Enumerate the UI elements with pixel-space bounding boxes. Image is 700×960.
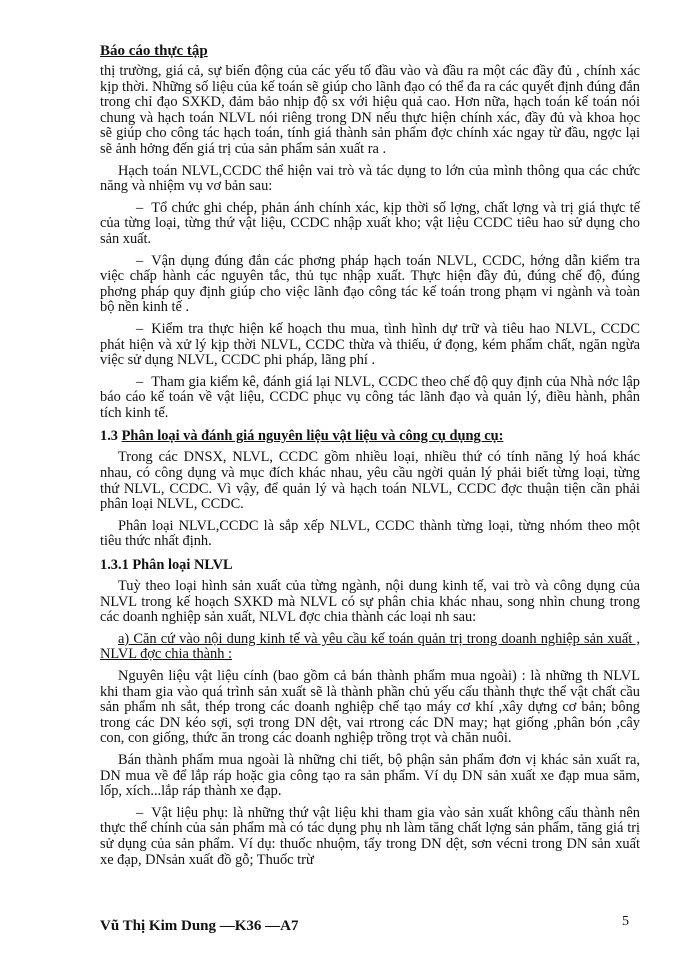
dash-bullet-icon: – bbox=[136, 199, 144, 216]
section-heading-1-3-1: 1.3.1 Phân loại NLVL bbox=[100, 557, 233, 574]
bullet-text: Vật liệu phụ: là những thứ vật liệu khi tham gia vào sản xuất không cấu thành nên thực thể chính của sản phẩm mà có tác dụng phụ nh làm tăng chất lợng sản phẩm, tăng giá trị sử dụng của sản phẩm. Ví dụ: thuốc nhuộm, tẩy trong DN dệt, sơn vécni trong DN sản xuất xe đạp, DNsản xuất đồ gỗ; Thuốc trừ bbox=[100, 804, 640, 868]
dash-bullet-icon: – bbox=[136, 804, 144, 821]
section-heading-1-3 bbox=[100, 428, 640, 444]
footer-author: Vũ Thị Kim Dung —K36 —A7 bbox=[100, 918, 299, 934]
dash-bullet-icon: – bbox=[136, 252, 144, 269]
paragraph-semi-finished: Bán thành phẩm mua ngoài là những chi tiết, bộ phận sản phẩm đơn vị khác sản xuất ra, DN mua về để lắp ráp hoặc gia công tạo ra sản phẩm. Ví dụ DN sản xuất xe đạp mua săm, lốp, xích...lắp ráp thành xe đạp. bbox=[100, 751, 640, 800]
bullet-item bbox=[100, 322, 640, 369]
dash-bullet-icon: – bbox=[136, 373, 144, 390]
section-number: 1.3 bbox=[100, 428, 118, 445]
bullet-text: Tham gia kiểm kê, đánh giá lại NLVL, CCDC theo chế độ quy định của Nhà nớc lập báo cáo kế toán về vật liệu, CCDC phục vụ công tác lãnh đạo và quản lý, điều hành, phân tích kinh tế. bbox=[100, 373, 640, 421]
page-number: 5 bbox=[622, 914, 629, 929]
subheading-a: a) Căn cứ vào nội dung kinh tế và yêu cầu kế toán quản trị trong doanh nghiệp sản xuất , NLVL đợc chia thành : bbox=[100, 630, 640, 663]
paragraph-types: Tuỳ theo loại hình sản xuất của từng ngành, nội dung kinh tế, vai trò và công dụng của NLVL trong kế hoạch SXKD mà NLVL có sự phân chia khác nhau, song nhìn chung trong các doanh nghiệp sản xuất, NLVL đợc chia thành các loại nh sau: bbox=[100, 578, 640, 626]
section-title: Phân loại và đánh giá nguyên liệu vật liệu và công cụ dụng cụ: bbox=[121, 428, 504, 445]
bullet-item bbox=[100, 806, 640, 868]
bullet-item bbox=[100, 254, 640, 316]
bullet-text: Vận dụng đúng đắn các phơng pháp hạch toán NLVL, CCDC, hớng dẫn kiểm tra việc chấp hành các nguyên tắc, thủ tục nhập xuất. Thực hiện đầy đủ, đúng chế độ, đúng phơng pháp quy định giúp cho việc lãnh đạo công tác kế toán trong phạm vi ngành và toàn bộ nền kinh tế . bbox=[100, 252, 640, 316]
page-body bbox=[100, 64, 640, 874]
bullet-item bbox=[100, 201, 640, 248]
bullet-text: Kiểm tra thực hiện kế hoạch thu mua, tình hình dự trữ và tiêu hao NLVL, CCDC phát hiện và xử lý kịp thời NLVL, CCDC thừa và thiếu, ứ đọng, kém phẩm chất, ngăn ngừa việc sử dụng NLVL, CCDC phi pháp, lãng phí . bbox=[100, 320, 640, 369]
paragraph-classification: Trong các DNSX, NLVL, CCDC gồm nhiều loại, nhiều thứ có tính năng lý hoá khác nhau, có công dụng và mục đích khác nhau, yêu cầu ngời quản lý phải biết từng loại, từng thứ NLVL, CCDC. Vì vậy, để quản lý và hạch toán NLVL, CCDC đợc thuận tiện cần phải phân loại NLVL, CCDC. bbox=[100, 449, 640, 513]
bullet-item bbox=[100, 375, 640, 422]
bullet-text: Tổ chức ghi chép, phản ánh chính xác, kịp thời số lợng, chất lợng và trị giá thực tế của từng loại, từng thứ vật liệu, CCDC nhập xuất kho; vật liệu CCDC tiêu hao sử dụng cho sản xuất. bbox=[100, 199, 640, 247]
paragraph-main-materials: Nguyên liệu vật liệu cính (bao gồm cả bán thành phẩm mua ngoài) : là những th NLVL khi tham gia vào quá trình sản xuất sẽ là thành phần chủ yếu cấu thành thực thể vật chất cầu sản phẩm nh sắt, thép trong các doanh nghiệp chế tạo máy cơ khí ,xây dựng cơ bản; bông trong các DN kéo sợi, sợi trong DN dệt, vai rtrong các DN may; hạt giống ,phân bón ,cây con, con giống, thức ăn trong các doanh nghiệp trồng trọt và chăn nuôi. bbox=[100, 668, 640, 747]
dash-bullet-icon: – bbox=[136, 320, 144, 337]
report-header: Báo cáo thực tập bbox=[100, 43, 208, 59]
paragraph-functions: Hạch toán NLVL,CCDC thể hiện vai trò và tác dụng to lớn của mình thông qua các chức năng và nhiệm vụ vơ bản sau: bbox=[100, 162, 640, 195]
paragraph-definition: Phân loại NLVL,CCDC là sắp xếp NLVL, CCDC thành từng loại, từng nhóm theo một tiêu thức nhất định. bbox=[100, 517, 640, 550]
paragraph-intro: thị trường, giá cả, sự biến động của các yếu tố đầu vào và đầu ra một các đầy đủ , chính xác kịp thời. Những số liệu của kế toán sẽ giúp cho lãnh đạo có thể đa ra các quyết định đúng đắn trong chỉ đạo SXKD, đảm bảo nhịp độ sx với hiệu quả cao. Hơn nữa, hạch toán kế toán nói chung và hạch toán NLVL nói riêng trong DN nếu thực hiện chính xác, đầy đủ và khoa học sẽ giúp cho công tác hạch toán, tính giá thành sản phẩm đợc chính xác ngay từ đầu, ngợc lại sẽ ảnh hởng đến giá trị của sản phẩm sản xuất ra . bbox=[100, 63, 640, 157]
